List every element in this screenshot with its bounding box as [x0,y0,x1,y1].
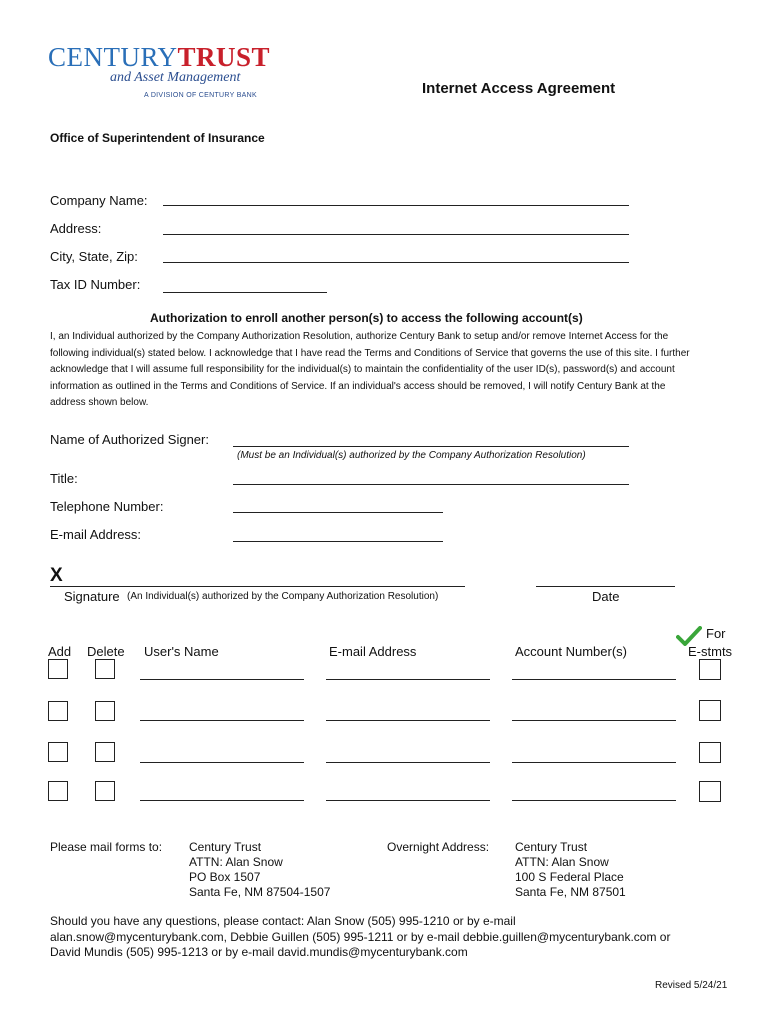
date-line[interactable] [536,586,675,587]
header-email-address: E-mail Address [329,644,417,659]
header-estmts-for: For [706,626,726,641]
title-label: Title: [50,471,78,486]
users-account-field[interactable] [512,720,676,721]
users-name-field[interactable] [140,679,304,680]
logo [48,42,271,104]
users-name-field[interactable] [140,762,304,763]
estmts-checkbox[interactable] [699,659,721,680]
users-account-field[interactable] [512,800,676,801]
date-label: Date [592,589,620,604]
users-email-field[interactable] [326,720,490,721]
overnight-address: Century Trust ATTN: Alan Snow 100 S Federal Place Santa Fe, NM 87501 [515,840,626,899]
logo-division: A DIVISION OF CENTURY BANK [144,92,257,99]
signature-label: Signature [64,589,120,604]
estmts-checkbox[interactable] [699,742,721,763]
users-account-field[interactable] [512,762,676,763]
tax-id-field[interactable] [163,292,327,293]
company-name-field[interactable] [163,205,629,206]
header-delete: Delete [87,644,125,659]
signature-note: (An Individual(s) authorized by the Company Authorization Resolution) [127,591,439,602]
header-add: Add [48,644,72,659]
revised-date: Revised 5/24/21 [655,980,728,991]
contact-line-3: David Mundis (505) 995-1213 or by e-mail david.mundis@mycenturybank.com [50,945,468,959]
contact-info [50,914,710,961]
users-name-field[interactable] [140,800,304,801]
add-checkbox[interactable] [48,701,68,721]
telephone-label: Telephone Number: [50,499,164,514]
delete-checkbox[interactable] [95,781,115,801]
email-field[interactable] [233,541,443,542]
city-state-zip-label: City, State, Zip: [50,249,138,264]
city-state-zip-field[interactable] [163,262,629,263]
contact-line-1: Should you have any questions, please contact: Alan Snow (505) 995-1210 or by e-mail [50,914,516,928]
users-email-field[interactable] [326,762,490,763]
email-label: E-mail Address: [50,527,142,542]
logo-century: CENTURY [48,42,178,72]
office-heading: Office of Superintendent of Insurance [50,131,265,145]
tax-id-label: Tax ID Number: [50,277,141,292]
users-email-field[interactable] [326,679,490,680]
authorization-heading: Authorization to enroll another person(s) to access the following account(s) [150,311,583,325]
mail-address: Century Trust ATTN: Alan Snow PO Box 1507 Santa Fe, NM 87504-1507 [189,840,331,899]
authorized-signer-label: Name of Authorized Signer: [50,432,209,447]
users-account-field[interactable] [512,679,676,680]
mail-forms-label: Please mail forms to: [50,840,163,854]
checkmark-icon [676,626,702,646]
signature-x-mark: X [50,565,63,586]
add-checkbox[interactable] [48,742,68,762]
company-name-label: Company Name: [50,193,148,208]
header-users-name: User's Name [144,644,219,659]
delete-checkbox[interactable] [95,742,115,762]
header-estmts: E-stmts [688,644,733,659]
signature-line[interactable] [50,586,465,587]
users-email-field[interactable] [326,800,490,801]
delete-checkbox[interactable] [95,659,115,679]
add-checkbox[interactable] [48,659,68,679]
users-name-field[interactable] [140,720,304,721]
authorization-paragraph: I, an Individual authorized by the Company Authorization Resolution, authorize Century Bank to setup and/or remove Internet Access for the following individual(s) stated below. I acknowledge that I have read the Terms and Conditions of Service that governs the use of this site. I further acknowledge that I will assume full responsibility for the individual(s) to maintain the confidentiality of the user ID(s), password(s) and account information as outlined in the Terms and Conditions of Service. If an individual's access should be removed, I will notify Century Bank at the address shown below. [50,331,690,408]
delete-checkbox[interactable] [95,701,115,721]
telephone-field[interactable] [233,512,443,513]
authorized-signer-note: (Must be an Individual(s) authorized by the Company Authorization Resolution) [237,450,586,461]
authorized-signer-field[interactable] [233,446,629,447]
estmts-checkbox[interactable] [699,700,721,721]
add-checkbox[interactable] [48,781,68,801]
estmts-checkbox[interactable] [699,781,721,802]
title-field[interactable] [233,484,629,485]
address-field[interactable] [163,234,629,235]
logo-subtitle: and Asset Management [110,70,241,85]
overnight-address-label: Overnight Address: [387,840,490,854]
header-account-numbers: Account Number(s) [515,644,627,659]
logo-trust: TRUST [177,42,271,72]
contact-line-2: alan.snow@mycenturybank.com, Debbie Guillen (505) 995-1211 or by e-mail debbie.guillen@mycenturybank.com or [50,929,671,944]
address-label: Address: [50,221,102,236]
page-title: Internet Access Agreement [422,80,616,97]
